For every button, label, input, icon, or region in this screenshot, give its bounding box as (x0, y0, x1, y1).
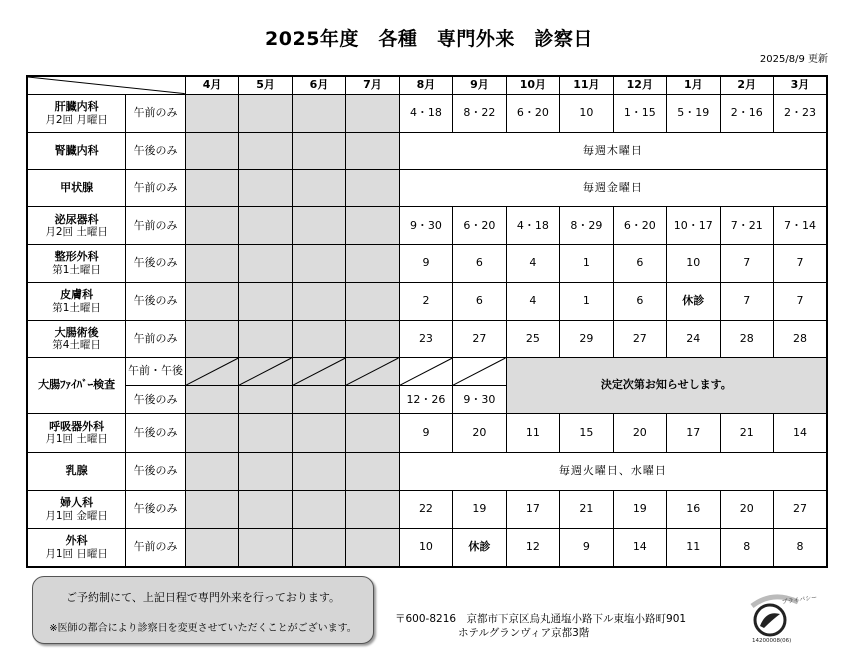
date-cell: 20 (613, 414, 666, 452)
month-header: 1月 (667, 76, 720, 94)
date-cell: 19 (613, 490, 666, 528)
date-cell: 9 (399, 414, 452, 452)
month-header: 2月 (720, 76, 773, 94)
date-cell: 12・26 (399, 386, 452, 414)
date-cell: 28 (773, 320, 827, 357)
date-cell: 2 (399, 282, 452, 320)
time-cell: 午後のみ (126, 282, 186, 320)
date-cell: 22 (399, 490, 452, 528)
date-cell: 12 (506, 529, 559, 567)
department-cell: 乳腺 (27, 452, 126, 490)
svg-text:プライバシー: プライバシー (781, 594, 818, 606)
date-cell: 29 (560, 320, 613, 357)
date-cell: 8 (720, 529, 773, 567)
time-cell: 午後のみ (126, 245, 186, 282)
date-cell: 4 (506, 245, 559, 282)
slash-cell (399, 358, 452, 386)
date-cell: 7 (720, 245, 773, 282)
date-cell: 25 (506, 320, 559, 357)
date-cell: 17 (506, 490, 559, 528)
slash-cell (239, 358, 292, 386)
date-cell: 21 (720, 414, 773, 452)
date-cell: 6・20 (613, 207, 666, 245)
month-header: 8月 (399, 76, 452, 94)
date-cell: 7 (773, 245, 827, 282)
date-cell: 10 (667, 245, 720, 282)
date-cell: 27 (453, 320, 506, 357)
date-cell: 7・21 (720, 207, 773, 245)
time-cell: 午後のみ (126, 386, 186, 414)
date-cell: 6 (613, 245, 666, 282)
date-cell: 11 (506, 414, 559, 452)
month-header: 4月 (185, 76, 238, 94)
date-cell: 11 (667, 529, 720, 567)
table-row (27, 94, 827, 132)
date-cell: 4 (506, 282, 559, 320)
date-cell: 6 (453, 282, 506, 320)
table-row (27, 414, 827, 452)
date-cell: 1 (560, 282, 613, 320)
date-cell: 24 (667, 320, 720, 357)
department-cell: 大腸ﾌｧｲﾊﾞｰ検査 (27, 358, 126, 414)
table-row (27, 170, 827, 207)
department-cell: 皮膚科 第1土曜日 (27, 282, 126, 320)
department-cell: 腎臓内科 (27, 132, 126, 169)
date-cell: 10 (560, 94, 613, 132)
slash-cell (453, 358, 506, 386)
month-header: 10月 (506, 76, 559, 94)
weekly-notice: 毎週火曜日、水曜日 (399, 452, 827, 490)
time-cell: 午前・午後 (126, 358, 186, 386)
month-header: 5月 (239, 76, 292, 94)
date-cell: 16 (667, 490, 720, 528)
table-row (27, 529, 827, 567)
slash-cell (346, 358, 399, 386)
time-cell: 午前のみ (126, 94, 186, 132)
date-cell: 2・16 (720, 94, 773, 132)
header-row (27, 76, 827, 94)
department-cell: 婦人科 月1回 金曜日 (27, 490, 126, 528)
date-cell: 10 (399, 529, 452, 567)
time-cell: 午前のみ (126, 529, 186, 567)
date-cell: 7 (720, 282, 773, 320)
date-cell: 23 (399, 320, 452, 357)
svg-text:14200008(06): 14200008(06) (752, 638, 792, 644)
time-cell: 午前のみ (126, 320, 186, 357)
page-title: 2025年度 各種 専門外来 診察日 (265, 28, 593, 50)
weekly-notice: 毎週木曜日 (399, 132, 827, 169)
date-cell: 14 (773, 414, 827, 452)
date-cell: 20 (720, 490, 773, 528)
date-cell: 27 (613, 320, 666, 357)
time-cell: 午後のみ (126, 490, 186, 528)
date-cell: 15 (560, 414, 613, 452)
note-line: ※医師の都合により診察日を変更させていただくことがございます。 (49, 623, 357, 634)
department-cell: 呼吸器外科 月1回 土曜日 (27, 414, 126, 452)
address-line: 〒600-8216 京都市下京区烏丸通塩小路下ル東塩小路町901 (395, 613, 687, 625)
time-cell: 午前のみ (126, 207, 186, 245)
department-cell: 大腸術後 第4土曜日 (27, 320, 126, 357)
table-row (27, 452, 827, 490)
date-cell: 1・15 (613, 94, 666, 132)
schedule-table (26, 75, 828, 568)
privacy-mark-logo (742, 592, 818, 646)
department-cell: 外科 月1回 日曜日 (27, 529, 126, 567)
address (395, 612, 686, 640)
date-cell: 1 (560, 245, 613, 282)
date-cell: 8・29 (560, 207, 613, 245)
date-cell: 6・20 (506, 94, 559, 132)
date-cell: 27 (773, 490, 827, 528)
date-cell: 6 (453, 245, 506, 282)
time-cell: 午前のみ (126, 170, 186, 207)
table-row (27, 358, 827, 386)
date-cell: 5・19 (667, 94, 720, 132)
date-cell: 6 (613, 282, 666, 320)
date-cell: 14 (613, 529, 666, 567)
date-cell: 7・14 (773, 207, 827, 245)
month-header: 3月 (773, 76, 827, 94)
department-cell: 整形外科 第1土曜日 (27, 245, 126, 282)
time-cell: 午後のみ (126, 132, 186, 169)
department-cell: 甲状腺 (27, 170, 126, 207)
date-cell: 28 (720, 320, 773, 357)
table-row (27, 245, 827, 282)
department-cell: 肝臓内科 月2回 月曜日 (27, 94, 126, 132)
date-cell: 10・17 (667, 207, 720, 245)
date-cell: 4・18 (399, 94, 452, 132)
month-header: 6月 (292, 76, 345, 94)
table-row (27, 282, 827, 320)
month-header: 12月 (613, 76, 666, 94)
department-cell: 泌尿器科 月2回 土曜日 (27, 207, 126, 245)
date-cell: 9 (560, 529, 613, 567)
note-line: ご予約制にて、上記日程で専門外来を行っております。 (66, 591, 340, 604)
date-cell: 21 (560, 490, 613, 528)
date-cell: 20 (453, 414, 506, 452)
reservation-note (32, 576, 374, 644)
date-cell: 8 (773, 529, 827, 567)
date-cell: 17 (667, 414, 720, 452)
table-row (27, 207, 827, 245)
header-corner (27, 76, 185, 94)
time-cell: 午後のみ (126, 452, 186, 490)
time-cell: 午後のみ (126, 414, 186, 452)
date-cell: 4・18 (506, 207, 559, 245)
pending-notice: 決定次第お知らせします。 (506, 358, 827, 414)
slash-cell (292, 358, 345, 386)
month-header: 9月 (453, 76, 506, 94)
date-cell: 6・20 (453, 207, 506, 245)
closed-cell: 休診 (453, 529, 506, 567)
date-cell: 7 (773, 282, 827, 320)
table-row (27, 132, 827, 169)
date-cell: 19 (453, 490, 506, 528)
date-cell: 2・23 (773, 94, 827, 132)
table-row (27, 490, 827, 528)
updated-date: 2025/8/9 更新 (759, 54, 828, 65)
table-row (27, 320, 827, 357)
date-cell: 9・30 (453, 386, 506, 414)
weekly-notice: 毎週金曜日 (399, 170, 827, 207)
address-line: ホテルグランヴィア京都3階 (458, 627, 590, 639)
date-cell: 8・22 (453, 94, 506, 132)
date-cell: 9 (399, 245, 452, 282)
month-header: 11月 (560, 76, 613, 94)
date-cell: 9・30 (399, 207, 452, 245)
slash-cell (185, 358, 238, 386)
closed-cell: 休診 (667, 282, 720, 320)
month-header: 7月 (346, 76, 399, 94)
